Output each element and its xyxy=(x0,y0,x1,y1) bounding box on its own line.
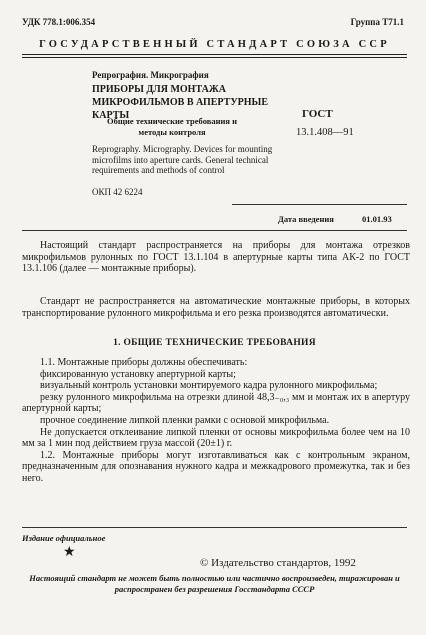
preamble-paragraph-1 xyxy=(22,240,410,275)
okp-code: ОКП 42 6224 xyxy=(92,187,143,197)
document-subtitle: Общие технические требования и методы контроля xyxy=(106,116,237,137)
paragraph: 1.2. Монтажные приборы могут изготавливаться как с контрольным экраном, предназначенным для опознавания нужного кадра и межкадрового промежутка, так и без него. xyxy=(22,449,410,484)
state-standard-heading: ГОСУДАРСТВЕННЫЙ СТАНДАРТ СОЮЗА ССР xyxy=(39,39,390,50)
header-rule-thin xyxy=(22,54,407,55)
paragraph: Настоящий стандарт распространяется на приборы для монтажа отрезков микрофильмов рулонных по ГОСТ 13.1.104 в апертурные карты типа АК-2 по ГОСТ 13.1.106 (далее — монтажные приборы). xyxy=(22,240,410,275)
paragraph: резку рулонного микрофильма на отрезки длиной 48,3₋₀,₃ мм и монтаж их в апертуру апертурной карты; xyxy=(22,391,410,415)
document-title: ПРИБОРЫ ДЛЯ МОНТАЖА МИКРОФИЛЬМОВ В АПЕРТУРНЫЕ КАРТЫ xyxy=(92,84,269,121)
paragraph: визуальный контроль установки монтируемого кадра рулонного микрофильма; xyxy=(40,380,378,392)
footer-rule xyxy=(22,527,407,528)
intro-date-value: 01.01.93 xyxy=(362,214,392,224)
star-icon: ★ xyxy=(63,545,76,560)
paragraph: Стандарт не распространяется на автоматические монтажные приборы, в которых транспортирование рулонного микрофильма и его резка производятся автоматически. xyxy=(22,296,410,319)
section-body xyxy=(22,357,410,485)
paragraph: прочное соединение липкой пленки рамки с основой микрофильма. xyxy=(40,414,330,426)
header-rule-thick xyxy=(22,57,407,58)
preamble-paragraph-2 xyxy=(22,296,410,319)
paragraph: Не допускается отклеивание липкой пленки от основы микрофильма более чем на 10 мм за 1 мин под действием груза массой (20±1) г. xyxy=(22,426,410,450)
group-code: Группа Т71.1 xyxy=(350,17,404,27)
paragraph: 1.1. Монтажные приборы должны обеспечивать: xyxy=(40,357,248,368)
english-title: Reprography. Micrography. Devices for mounting microfilms into aperture cards. General technical requirements and methods of control xyxy=(92,144,273,175)
udk-code: УДК 778.1:006.354 xyxy=(22,17,96,27)
paragraph: фиксированную установку апертурной карты; xyxy=(40,368,236,380)
reproduction-notice: Настоящий стандарт не может быть полностью или частично воспроизведен, тиражирован и распространен без разрешения Госстандарта СССР xyxy=(29,573,400,594)
date-rule xyxy=(232,204,407,205)
body-rule xyxy=(22,230,407,231)
gost-number: 13.1.408—91 xyxy=(296,127,354,138)
official-edition-label: Издание официальное xyxy=(22,533,106,543)
category-line: Репрография. Микрография xyxy=(92,70,209,80)
gost-label: ГОСТ xyxy=(302,108,333,120)
section-heading: 1. ОБЩИЕ ТЕХНИЧЕСКИЕ ТРЕБОВАНИЯ xyxy=(113,338,316,348)
intro-date-label: Дата введения xyxy=(278,214,334,224)
copyright-line: © Издательство стандартов, 1992 xyxy=(200,557,356,569)
